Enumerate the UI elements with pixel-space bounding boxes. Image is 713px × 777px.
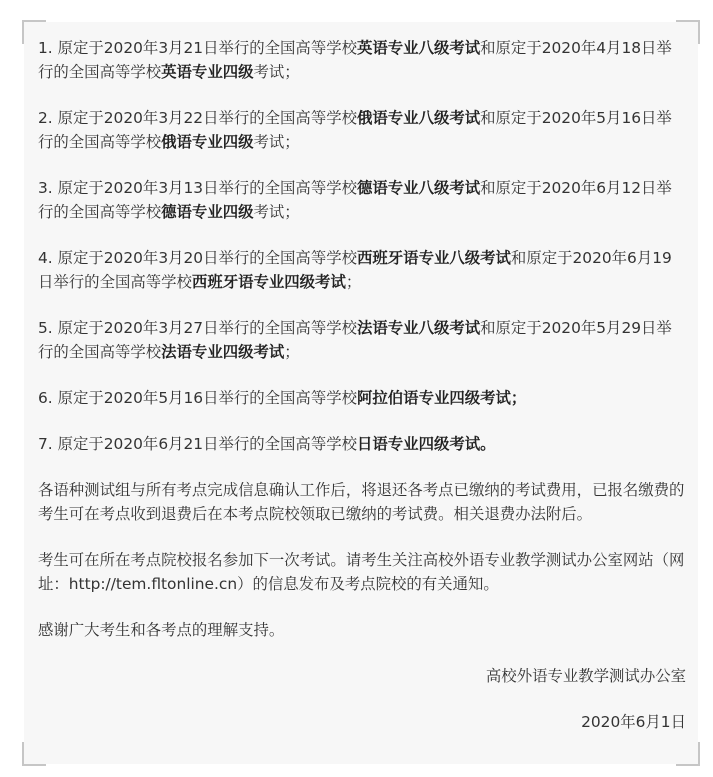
exam-name: 法语专业四级考试 — [161, 343, 285, 361]
list-item-7: 7. 原定于2020年6月21日举行的全国高等学校日语专业四级考试。 — [38, 435, 496, 453]
exam-name: 德语专业八级考试 — [357, 179, 481, 197]
exam-name: 西班牙语专业八级考试 — [357, 249, 511, 267]
exam-name: 英语专业四级 — [161, 63, 254, 81]
next-exam-paragraph: 考生可在所在考点院校报名参加下一次考试。请考生关注高校外语专业教学测试办公室网站（网址：http://tem.fltonline.cn）的信息发布及考点院校的有关通知。 — [38, 551, 685, 593]
list-item-4: 4. 原定于2020年3月20日举行的全国高等学校西班牙语专业八级考试和原定于2020年6月19日举行的全国高等学校西班牙语专业四级考试； — [38, 249, 672, 291]
thanks-paragraph: 感谢广大考生和各考点的理解支持。 — [38, 621, 285, 639]
exam-name: 日语专业四级考试。 — [357, 435, 496, 453]
list-item-3: 3. 原定于2020年3月13日举行的全国高等学校德语专业八级考试和原定于2020年6月12日举行的全国高等学校德语专业四级考试； — [38, 179, 672, 221]
signature-organization: 高校外语专业教学测试办公室 — [485, 667, 686, 685]
list-item-2: 2. 原定于2020年3月22日举行的全国高等学校俄语专业八级考试和原定于2020年5月16日举行的全国高等学校俄语专业四级考试； — [38, 109, 672, 151]
list-item-6: 6. 原定于2020年5月16日举行的全国高等学校阿拉伯语专业四级考试； — [38, 389, 527, 407]
refund-paragraph: 各语种测试组与所有考点完成信息确认工作后，将退还各考点已缴纳的考试费用，已报名缴费的考生可在考点收到退费后在本考点院校领取已缴纳的考试费。相关退费办法附后。 — [38, 481, 685, 523]
corner-mark-bottom-right — [676, 742, 700, 766]
exam-name: 法语专业八级考试 — [357, 319, 481, 337]
signature-date: 2020年6月1日 — [581, 713, 686, 731]
exam-name: 英语专业八级考试 — [357, 39, 481, 57]
exam-name: 德语专业四级 — [161, 203, 254, 221]
notice-content — [38, 36, 686, 734]
exam-name: 阿拉伯语专业四级考试； — [357, 389, 527, 407]
exam-name: 俄语专业四级 — [161, 133, 254, 151]
exam-name: 西班牙语专业四级考试 — [191, 273, 346, 291]
list-item-1: 1. 原定于2020年3月21日举行的全国高等学校英语专业八级考试和原定于2020年4月18日举行的全国高等学校英语专业四级考试； — [38, 39, 672, 81]
corner-mark-bottom-left — [22, 742, 46, 766]
exam-name: 俄语专业八级考试 — [357, 109, 481, 127]
list-item-5: 5. 原定于2020年3月27日举行的全国高等学校法语专业八级考试和原定于2020年5月29日举行的全国高等学校法语专业四级考试； — [38, 319, 672, 361]
